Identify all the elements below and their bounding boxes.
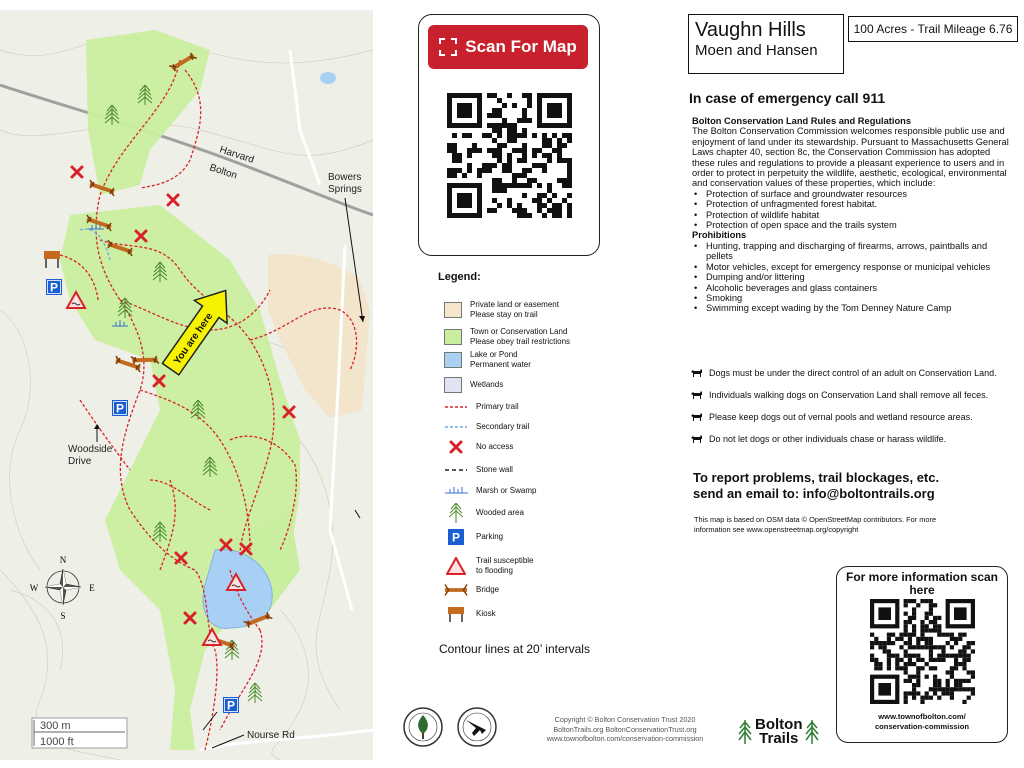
rules-values-list (692, 189, 1012, 231)
list-item: • Protection of unfragmented forest habitat. (706, 199, 1012, 209)
nourse-road-label: Nourse Rd (247, 730, 295, 741)
legend-item-label: Town or Conservation Land Please obey trail restrictions (470, 327, 571, 346)
list-item: • Motor vehicles, except for emergency response or municipal vehicles (706, 262, 1012, 272)
dog-rule: Please keep dogs out of vernal pools and wetland resource areas. (690, 412, 973, 422)
info-qr-card[interactable] (836, 566, 1008, 743)
legend-item-label: Parking (476, 532, 504, 541)
parking-letter: P (226, 698, 236, 713)
scan-for-map-button[interactable] (428, 25, 588, 69)
legend-item-label: Secondary trail (476, 422, 530, 431)
svg-text:Woodside: Woodside (68, 444, 113, 455)
list-item: • Swimming except wading by the Tom Denney Nature Camp (706, 303, 1012, 313)
dog-icon (690, 412, 703, 422)
legend-item (444, 300, 559, 320)
legend-item (444, 556, 534, 576)
no-access-icon (444, 440, 468, 454)
flood-warning-icon (444, 559, 468, 573)
legend-item (444, 530, 503, 544)
report-email-link[interactable]: send an email to: info@boltontrails.org (693, 486, 935, 501)
bolton-road-label: Bolton (208, 162, 239, 182)
title-box (688, 14, 844, 74)
legend-item (444, 420, 529, 434)
wetlands-swatch (444, 377, 462, 393)
svg-text:P: P (451, 530, 461, 545)
legend-item (444, 463, 513, 477)
rules-section (692, 116, 1012, 314)
info-qr-code[interactable] (870, 599, 975, 704)
dog-rule: Dogs must be under the direct control of an adult on Conservation Land. (690, 368, 997, 378)
osm-attribution: This map is based on OSM data © OpenStreetMap contributors. For more information see www.openstreetmap.org/copyright (694, 515, 937, 534)
legend-item-label: Lake or Pond Permanent water (470, 350, 531, 369)
dog-rule: Individuals walking dogs on Conservation Land shall remove all feces. (690, 390, 988, 400)
primary-trail-line (444, 400, 468, 414)
bolton-trails-logo: Bolton Trails (738, 718, 819, 746)
legend-item (444, 506, 524, 520)
compass-east-label: E (89, 583, 95, 593)
conservation-trust-seal-icon (456, 706, 498, 748)
dog-icon (690, 368, 703, 378)
parking-letter: P (115, 401, 125, 416)
bridge-icon (444, 583, 468, 597)
compass-west-label: W (29, 583, 39, 593)
parking-letter: P (49, 280, 59, 295)
info-card-heading: For more information scan here (845, 570, 999, 597)
legend-item-label: No access (476, 442, 514, 451)
compass-north-label: N (59, 555, 67, 565)
legend-item (444, 377, 503, 393)
info-card-url[interactable]: www.townofbolton.com/ conservation-commission (874, 712, 970, 731)
list-item: • Dumping and/or littering (706, 272, 1012, 282)
map-qr-code[interactable] (447, 93, 572, 218)
conservation-land-swatch (444, 329, 462, 345)
scan-for-map-label: Scan For Map (465, 37, 577, 56)
list-item: • Alcoholic beverages and glass containers (706, 283, 1012, 293)
prohibitions-heading: Prohibitions (692, 230, 747, 241)
tree-icon (805, 718, 819, 746)
emergency-notice: In case of emergency call 911 (689, 90, 886, 106)
legend-item-label: Stone wall (476, 465, 513, 474)
harvard-road-label: Harvard (218, 144, 256, 166)
prohibitions-list (692, 241, 1012, 314)
legend-item-label: Trail susceptible to flooding (476, 556, 534, 575)
marsh-icon (444, 484, 468, 498)
copyright-block: Copyright © Bolton Conservation Trust 2020 BoltonTrails.org BoltonConservationTrust.org www.townofbolton.com/conservation-commission (546, 715, 704, 744)
dog-icon (690, 434, 703, 444)
scale-feet-label: 1000 ft (40, 736, 74, 748)
you-are-here-label: You are here (171, 311, 216, 367)
acres-badge: 100 Acres - Trail Mileage 6.76 (848, 16, 1018, 42)
legend-item (444, 350, 531, 370)
list-item: • Protection of wildlife habitat (706, 210, 1012, 220)
legend-item-label: Wooded area (476, 508, 524, 517)
legend-item-label: Bridge (476, 585, 500, 594)
map-qr-card[interactable] (418, 14, 600, 256)
legend-item (444, 484, 536, 498)
legend-item (444, 607, 496, 621)
kiosk-icon (444, 607, 468, 621)
water-swatch (444, 352, 462, 368)
tree-icon (738, 718, 752, 746)
parking-icon (444, 530, 468, 544)
legend-item-label: Kiosk (476, 609, 496, 618)
legend-item (444, 440, 513, 454)
rules-heading: Bolton Conservation Land Rules and Regulations (692, 116, 912, 126)
list-item: • Smoking (706, 293, 1012, 303)
legend-item (444, 400, 519, 414)
legend-item (444, 327, 570, 347)
list-item: • Protection of surface and groundwater resources (706, 189, 1012, 199)
secondary-trail-line (444, 420, 468, 434)
dog-icon (690, 390, 703, 400)
scale-bar (32, 718, 127, 748)
dog-rule: Do not let dogs or other individuals chase or harass wildlife. (690, 434, 946, 444)
svg-text:Drive: Drive (68, 456, 92, 467)
stone-wall-line (444, 463, 468, 477)
tree-icon (444, 506, 468, 520)
list-item: • Protection of open space and the trails system (706, 220, 1012, 230)
legend-item-label: Private land or easement Please stay on trail (470, 300, 559, 319)
legend-item-label: Marsh or Swamp (476, 486, 537, 495)
trail-map[interactable] (0, 10, 373, 760)
legend-title: Legend: (438, 271, 481, 283)
report-problems: To report problems, trail blockages, etc. send an email to: info@boltontrails.org (693, 470, 1013, 502)
conservation-commission-seal-icon (402, 706, 444, 748)
svg-text:Springs: Springs (328, 184, 362, 195)
private-land-swatch (444, 302, 462, 318)
legend-item (444, 583, 499, 597)
rules-intro: The Bolton Conservation Commission welcomes responsible public use and enjoyment of land under its stewardship. Pursuant to Massachusetts General Laws chapter 40, section 8c, the Conservation Commission has adopted these rules and regulations to provide a pleasant experience to users and in order to protect in perpetuity the wildlife, aesthetic, ecological, environmental and conservation values of these properties, which include: (692, 126, 1009, 189)
svg-text:Bowers: Bowers (328, 172, 362, 183)
scale-meters-label: 300 m (40, 720, 71, 732)
list-item: • Hunting, trapping and discharging of firearms, arrows, paintballs and pellets (706, 241, 1012, 262)
park-subtitle: Moen and Hansen (695, 42, 818, 59)
park-title: Vaughn Hills (695, 19, 806, 41)
compass-south-label: S (60, 611, 66, 621)
contour-note: Contour lines at 20’ intervals (439, 642, 590, 656)
legend-item-label: Wetlands (470, 380, 504, 389)
legend-item-label: Primary trail (476, 402, 519, 411)
scan-frame-icon (439, 38, 457, 56)
